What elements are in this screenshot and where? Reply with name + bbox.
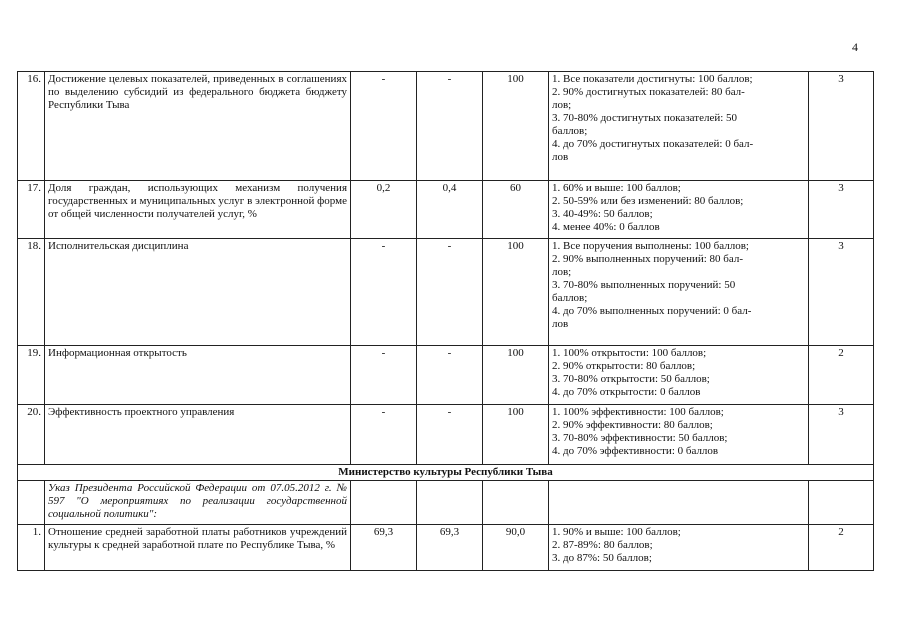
criteria-line: лов; [552, 266, 572, 278]
indicator-name: Эффективность проектного управления [45, 405, 351, 465]
row-number: 20. [18, 405, 45, 465]
value-target: 100 [483, 72, 549, 181]
value-current: - [417, 346, 483, 405]
criteria-line: баллов; [552, 125, 588, 137]
criteria-cell [549, 525, 809, 571]
criteria-cell [549, 239, 809, 346]
value-current: - [417, 405, 483, 465]
criteria-line: 1. Все поручения выполнены: 100 баллов; [552, 240, 749, 252]
indicator-name: Доля граждан, использующих механизм получения государственных и муниципальных услуг в электронной форме от общей численности получателей услуг, % [45, 181, 351, 239]
criteria-line: 2. 90% открытости: 80 баллов; [552, 360, 696, 372]
criteria-cell [549, 346, 809, 405]
weight: 2 [809, 525, 874, 571]
criteria-line: 2. 90% достигнутых показателей: 80 бал- [552, 86, 745, 98]
row-number: 16. [18, 72, 45, 181]
value-base: 69,3 [351, 525, 417, 571]
value-base: - [351, 239, 417, 346]
criteria-line: 4. до 70% эффективности: 0 баллов [552, 445, 719, 457]
criteria-line: 3. 40-49%: 50 баллов; [552, 208, 653, 220]
criteria-table [17, 71, 874, 571]
criteria-line: 3. до 87%: 50 баллов; [552, 552, 652, 564]
criteria-line: 3. 70-80% эффективности: 50 баллов; [552, 432, 728, 444]
value-target: 100 [483, 405, 549, 465]
table-row [18, 181, 874, 239]
value-current: - [417, 239, 483, 346]
value-current: - [417, 72, 483, 181]
value-target: 60 [483, 181, 549, 239]
criteria-line: 1. 60% и выше: 100 баллов; [552, 182, 681, 194]
criteria-line: 1. 100% открытости: 100 баллов; [552, 347, 707, 359]
empty-cell [549, 481, 809, 525]
value-base: - [351, 405, 417, 465]
indicator-name: Отношение средней заработной платы работников учреждений культуры к средней заработной плате по Республике Тыва, % [45, 525, 351, 571]
value-target: 100 [483, 346, 549, 405]
row-number: 18. [18, 239, 45, 346]
value-base: 0,2 [351, 181, 417, 239]
criteria-line: 3. 70-80% выполненных поручений: 50 [552, 279, 736, 291]
criteria-line: 4. менее 40%: 0 баллов [552, 221, 660, 233]
criteria-cell [549, 405, 809, 465]
value-current: 0,4 [417, 181, 483, 239]
value-target: 90,0 [483, 525, 549, 571]
criteria-line: лов [552, 318, 569, 330]
criteria-line: лов; [552, 99, 572, 111]
table-row [18, 239, 874, 346]
row-number: 17. [18, 181, 45, 239]
empty-cell [351, 481, 417, 525]
criteria-line: 1. 90% и выше: 100 баллов; [552, 526, 681, 538]
value-base: - [351, 72, 417, 181]
indicator-name: Достижение целевых показателей, приведенных в соглашениях по выделению субсидий из федерального бюджета бюджету Республики Тыва [45, 72, 351, 181]
decree-text: Указ Президента Российской Федерации от 07.05.2012 г. № 597 "О мероприятиях по реализации государственной социальной политики": [45, 481, 351, 525]
criteria-line: 4. до 70% открытости: 0 баллов [552, 386, 701, 398]
empty-cell [809, 481, 874, 525]
row-number: 1. [18, 525, 45, 571]
weight: 3 [809, 181, 874, 239]
criteria-line: 3. 70-80% открытости: 50 баллов; [552, 373, 710, 385]
empty-cell [483, 481, 549, 525]
table-row [18, 525, 874, 571]
value-base: - [351, 346, 417, 405]
value-current: 69,3 [417, 525, 483, 571]
criteria-line: 3. 70-80% достигнутых показателей: 50 [552, 112, 738, 124]
criteria-line: 2. 87-89%: 80 баллов; [552, 539, 653, 551]
criteria-line: 2. 50-59% или без изменений: 80 баллов; [552, 195, 744, 207]
criteria-cell [549, 181, 809, 239]
indicator-name: Информационная открытость [45, 346, 351, 405]
empty-cell [417, 481, 483, 525]
row-number: 19. [18, 346, 45, 405]
criteria-line: 4. до 70% выполненных поручений: 0 бал- [552, 305, 752, 317]
criteria-cell [549, 72, 809, 181]
table-row [18, 346, 874, 405]
decree-row [18, 481, 874, 525]
criteria-line: лов [552, 151, 569, 163]
criteria-line: 4. до 70% достигнутых показателей: 0 бал- [552, 138, 754, 150]
criteria-line: 2. 90% выполненных поручений: 80 бал- [552, 253, 744, 265]
criteria-line: 1. Все показатели достигнуты: 100 баллов; [552, 73, 753, 85]
indicator-name: Исполнительская дисциплина [45, 239, 351, 346]
section-row [18, 465, 874, 481]
page-number: 4 [852, 40, 858, 54]
section-title: Министерство культуры Республики Тыва [18, 465, 874, 481]
table-row [18, 405, 874, 465]
criteria-line: баллов; [552, 292, 588, 304]
empty-cell [18, 481, 45, 525]
weight: 3 [809, 239, 874, 346]
criteria-line: 1. 100% эффективности: 100 баллов; [552, 406, 724, 418]
value-target: 100 [483, 239, 549, 346]
table-row [18, 72, 874, 181]
weight: 2 [809, 346, 874, 405]
weight: 3 [809, 72, 874, 181]
criteria-line: 2. 90% эффективности: 80 баллов; [552, 419, 713, 431]
weight: 3 [809, 405, 874, 465]
